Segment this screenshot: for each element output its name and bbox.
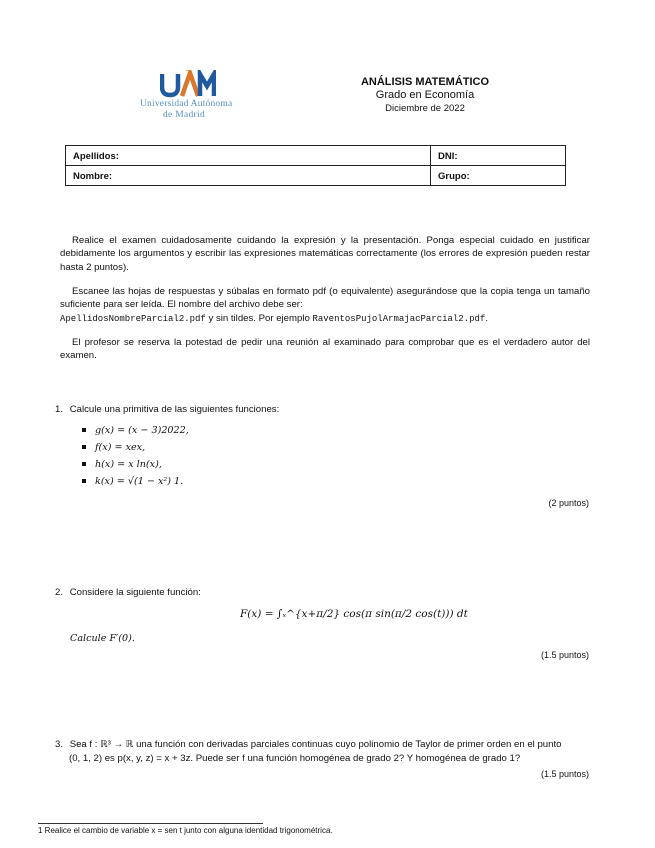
instruction-p2-text: Escanee las hojas de respuestas y súbalas en formato pdf (o equivalente) asegurándose que la copia tenga un tamaño suficiente para ser leída. El nombre del archivo debe ser: [60, 286, 590, 311]
question-3-line2: (0, 1, 2) es p(x, y, z) = x + 3z. Puede ser f una función homogénea de grado 2? Y homogénea de grado 1? [69, 753, 521, 764]
exam-title: ANÁLISIS MATEMÁTICO [360, 76, 490, 88]
question-1-number: 1. [55, 404, 64, 415]
footnote: 1 Realice el cambio de variable x = sen t junto con alguna identidad trigonométrica. [38, 826, 333, 835]
q1-item-text: f(x) = xex, [95, 442, 146, 453]
q1-item-text: g(x) = (x − 3)2022, [95, 425, 189, 436]
nombre-field[interactable]: Nombre: [66, 166, 431, 186]
question-1 [55, 403, 595, 416]
instruction-paragraph-2 [60, 285, 590, 326]
question-3 [55, 738, 595, 751]
filename-format: ApellidosNombreParcial2.pdf [60, 313, 206, 324]
q1-item-text: k(x) = √(1 − x²) 1. [95, 476, 184, 487]
q3-points: (1.5 puntos) [540, 769, 589, 779]
instruction-paragraph-1: Realice el examen cuidadosamente cuidando la expresión y la presentación. Ponga especial cuidado en justificar debidamente los argumentos y escribir las expresiones matemáticas correctamente (los errores de expresión pueden restar hasta 2 puntos). [60, 235, 590, 273]
logo-university-line1: Universidad Autónoma [140, 99, 233, 109]
exam-subtitle: Grado en Economía [375, 89, 475, 101]
q1-item-k [82, 475, 622, 488]
q1-points: (2 puntos) [548, 498, 589, 508]
instruction-p2-end: . [485, 312, 488, 324]
apellidos-field[interactable]: Apellidos: [66, 146, 431, 166]
grupo-field[interactable]: Grupo: [431, 166, 566, 186]
filename-example: RaventosPujolArmajacParcial2.pdf [312, 313, 486, 324]
q1-item-h [82, 458, 622, 471]
dni-field[interactable]: DNI: [431, 146, 566, 166]
q2-ask: Calcule F′(0). [70, 633, 135, 644]
q1-item-text: h(x) = x ln(x), [95, 459, 162, 470]
uam-logo-mark [160, 70, 216, 98]
question-1-text: Calcule una primitiva de las siguientes funciones: [69, 404, 280, 415]
exam-date: Diciembre de 2022 [385, 103, 465, 114]
q1-item-g [82, 424, 622, 437]
instruction-paragraph-3: El profesor se reserva la potestad de pedir una reunión al examinado para comprobar que es el verdadero autor del examen. [60, 337, 590, 362]
q1-item-f [82, 441, 622, 454]
question-2 [55, 586, 595, 599]
question-2-number: 2. [55, 587, 64, 598]
question-3-number: 3. [55, 739, 64, 750]
question-3-line1: Sea f : ℝ³ → ℝ una función con derivadas parciales continuas cuyo polinomio de Taylor de primer orden en el punto [69, 739, 562, 750]
uam-logo [160, 70, 216, 101]
question-2-text: Considere la siguiente función: [69, 587, 201, 598]
student-info-table [65, 145, 566, 186]
q2-formula: F(x) = ∫ₓ^{x+π/2} cos(π sin(π/2 cos(t))) dt [240, 608, 468, 620]
logo-university-line2: de Madrid [163, 110, 206, 120]
q2-points: (1.5 puntos) [540, 650, 589, 660]
instruction-p2-mid: y sin tildes. Por ejemplo [205, 312, 313, 324]
footnote-rule [38, 823, 263, 824]
